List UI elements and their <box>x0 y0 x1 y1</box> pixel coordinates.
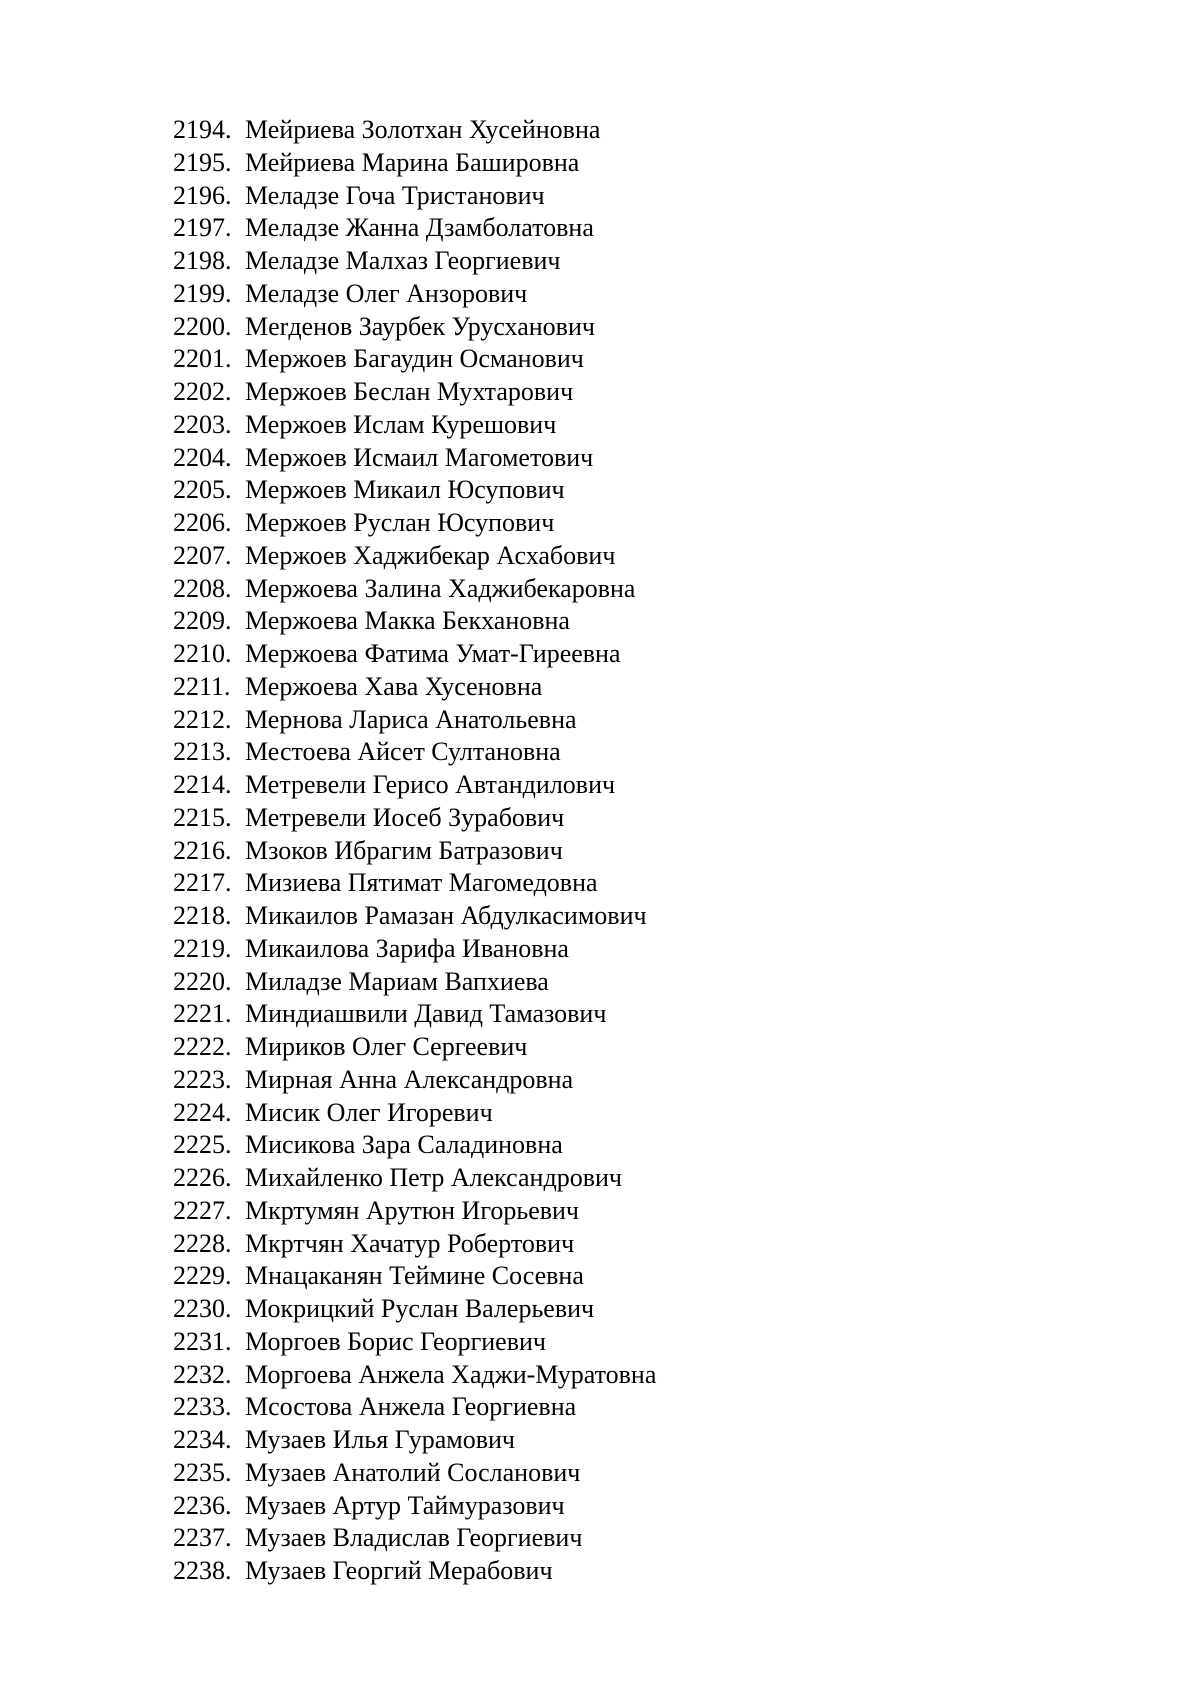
list-item <box>173 638 656 671</box>
entry-number: 2194. <box>173 115 232 144</box>
entry-name: Мержоев Беслан Мухтарович <box>245 377 574 406</box>
entry-number: 2199. <box>173 278 232 308</box>
entry-number: 2227. <box>173 1195 232 1225</box>
entry-number: 2206. <box>173 508 232 537</box>
entry-name: Мириков Олег Сергеевич <box>245 1032 528 1061</box>
entry-number: 2221. <box>173 999 232 1029</box>
entry-name: Мнацаканян Теймине Сосевна <box>245 1261 584 1291</box>
entry-number: 2213. <box>173 737 232 767</box>
entry-name: Мержоев Руслан Юсупович <box>245 508 555 537</box>
entry-name: Музаев Анатолий Сосланович <box>245 1457 581 1487</box>
entry-name: Мирная Анна Александровна <box>245 1064 574 1094</box>
list-item <box>173 802 656 835</box>
entry-number: 2236. <box>173 1490 232 1520</box>
list-item <box>173 147 656 180</box>
entry-name: Музаев Артур Таймуразович <box>245 1490 565 1520</box>
list-item <box>173 1293 656 1326</box>
list-item <box>173 343 656 376</box>
list-item <box>173 311 656 344</box>
list-item <box>173 933 656 966</box>
entry-name: Мержоева Хава Хусеновна <box>245 671 543 701</box>
entry-name: Мержоев Хаджибекар Асхабович <box>245 540 616 570</box>
list-item <box>173 376 656 409</box>
entry-name: Мернова Лариса Анатольевна <box>245 704 577 734</box>
entry-number: 2224. <box>173 1097 232 1127</box>
entry-name: Мизиева Пятимат Магомедовна <box>245 868 598 898</box>
entry-name: Музаев Владислав Георгиевич <box>245 1523 583 1553</box>
entry-name: Миладзе Мариам Вапхиева <box>245 966 549 996</box>
list-item <box>173 474 656 507</box>
list-item <box>173 1490 656 1523</box>
list-item <box>173 507 656 540</box>
entry-number: 2201. <box>173 344 232 374</box>
entry-number: 2230. <box>173 1294 232 1323</box>
entry-name: Мисик Олег Игоревич <box>245 1097 493 1127</box>
entry-number: 2204. <box>173 442 232 472</box>
entry-number: 2216. <box>173 835 232 865</box>
entry-number: 2212. <box>173 704 232 734</box>
list-item <box>173 671 656 704</box>
entry-name: Мкртчян Хачатур Робертович <box>245 1228 575 1258</box>
list-item <box>173 998 656 1031</box>
list-item <box>173 966 656 999</box>
entry-name: Меладзе Жанна Дзамболатовна <box>245 213 594 243</box>
list-item <box>173 1391 656 1424</box>
entry-name: Мисикова Зара Саладиновна <box>245 1130 563 1160</box>
list-item <box>173 1228 656 1261</box>
entry-number: 2219. <box>173 933 232 963</box>
entry-number: 2233. <box>173 1392 232 1422</box>
list-item <box>173 212 656 245</box>
entry-name: Меладзе Гоча Тристанович <box>245 180 545 210</box>
entry-number: 2203. <box>173 409 232 439</box>
entry-number: 2232. <box>173 1359 232 1389</box>
entry-number: 2195. <box>173 147 232 177</box>
entry-name: Мержоева Макка Бекхановна <box>245 606 570 636</box>
list-item <box>173 1457 656 1490</box>
entry-name: Мержоева Фатима Умат-Гиреевна <box>245 639 621 668</box>
entry-number: 2222. <box>173 1032 232 1061</box>
list-item <box>173 1260 656 1293</box>
entry-number: 2198. <box>173 246 232 275</box>
list-item <box>173 900 656 933</box>
list-item <box>173 1195 656 1228</box>
entry-name: Мержоев Исмаил Магометович <box>245 442 594 472</box>
list-item <box>173 1162 656 1195</box>
entry-number: 2202. <box>173 377 232 406</box>
entry-number: 2226. <box>173 1163 232 1192</box>
list-item <box>173 1326 656 1359</box>
entry-number: 2228. <box>173 1228 232 1258</box>
list-item <box>173 1129 656 1162</box>
entry-name: Микаилова Зарифа Ивановна <box>245 933 569 963</box>
entry-number: 2229. <box>173 1261 232 1291</box>
entry-name: Мержоев Ислам Курешович <box>245 409 557 439</box>
entry-name: Мсостова Анжела Георгиевна <box>245 1392 577 1422</box>
list-item <box>173 835 656 868</box>
entry-name: Миндиашвили Давид Тамазович <box>245 999 607 1029</box>
entry-name: Мержоев Микаил Юсупович <box>245 475 565 505</box>
entry-number: 2207. <box>173 540 232 570</box>
list-item <box>173 540 656 573</box>
entry-number: 2234. <box>173 1425 232 1454</box>
entry-number: 2210. <box>173 639 232 668</box>
list-item <box>173 704 656 737</box>
list-item <box>173 605 656 638</box>
list-item <box>173 1031 656 1064</box>
entry-number: 2225. <box>173 1130 232 1160</box>
entry-number: 2209. <box>173 606 232 636</box>
list-item <box>173 1424 656 1457</box>
entry-number: 2231. <box>173 1326 232 1356</box>
entry-number: 2200. <box>173 311 232 341</box>
entry-name: Музаев Георгий Мерабович <box>245 1556 553 1585</box>
entry-number: 2238. <box>173 1556 232 1585</box>
entry-name: Мержоева Залина Хаджибекаровна <box>245 573 636 603</box>
entry-number: 2211. <box>173 671 231 701</box>
entry-name: Merденов Заурбек Урусханович <box>245 311 595 341</box>
list-item <box>173 245 656 278</box>
list-item <box>173 1097 656 1130</box>
entry-name: Моргоев Борис Георгиевич <box>245 1326 546 1356</box>
entry-name: Мокрицкий Руслан Валерьевич <box>245 1294 595 1323</box>
list-item <box>173 867 656 900</box>
list-item <box>173 442 656 475</box>
entry-name: Меладзе Малхаз Георгиевич <box>245 246 561 275</box>
entry-name: Микаилов Рамазан Абдулкасимович <box>245 901 647 930</box>
list-item <box>173 573 656 606</box>
list-item <box>173 278 656 311</box>
entry-number: 2215. <box>173 802 232 832</box>
entry-name: Мейриева Золотхан Хусейновна <box>245 115 601 144</box>
list-item <box>173 1555 656 1588</box>
entry-name: Мзоков Ибрагим Батразович <box>245 835 563 865</box>
list-item <box>173 1522 656 1555</box>
entry-number: 2217. <box>173 868 232 898</box>
entry-name: Местоева Айсет Султановна <box>245 737 561 767</box>
entry-name: Метревели Иосеб Зурабович <box>245 802 565 832</box>
list-item <box>173 736 656 769</box>
entry-number: 2196. <box>173 180 232 210</box>
list-item <box>173 409 656 442</box>
list-item <box>173 180 656 213</box>
list-item <box>173 114 656 147</box>
entry-name: Метревели Герисо Автандилович <box>245 770 616 799</box>
entry-name: Мержоев Багаудин Османович <box>245 344 584 374</box>
list-item <box>173 1359 656 1392</box>
entry-name: Михайленко Петр Александрович <box>245 1163 622 1192</box>
entry-name: Моргоева Анжела Хаджи-Муратовна <box>245 1359 657 1389</box>
entry-number: 2237. <box>173 1523 232 1553</box>
entry-number: 2205. <box>173 475 232 505</box>
entry-number: 2218. <box>173 901 232 930</box>
entry-name: Мкртумян Арутюн Игорьевич <box>245 1195 580 1225</box>
entry-number: 2214. <box>173 770 232 799</box>
name-list <box>173 114 656 1588</box>
entry-number: 2208. <box>173 573 232 603</box>
entry-number: 2223. <box>173 1064 232 1094</box>
entry-name: Музаев Илья Гурамович <box>245 1425 515 1454</box>
list-item <box>173 769 656 802</box>
entry-number: 2235. <box>173 1457 232 1487</box>
list-item <box>173 1064 656 1097</box>
entry-name: Меладзе Олег Анзорович <box>245 278 528 308</box>
entry-number: 2197. <box>173 213 232 243</box>
entry-name: Мейриева Марина Башировна <box>245 147 580 177</box>
entry-number: 2220. <box>173 966 232 996</box>
